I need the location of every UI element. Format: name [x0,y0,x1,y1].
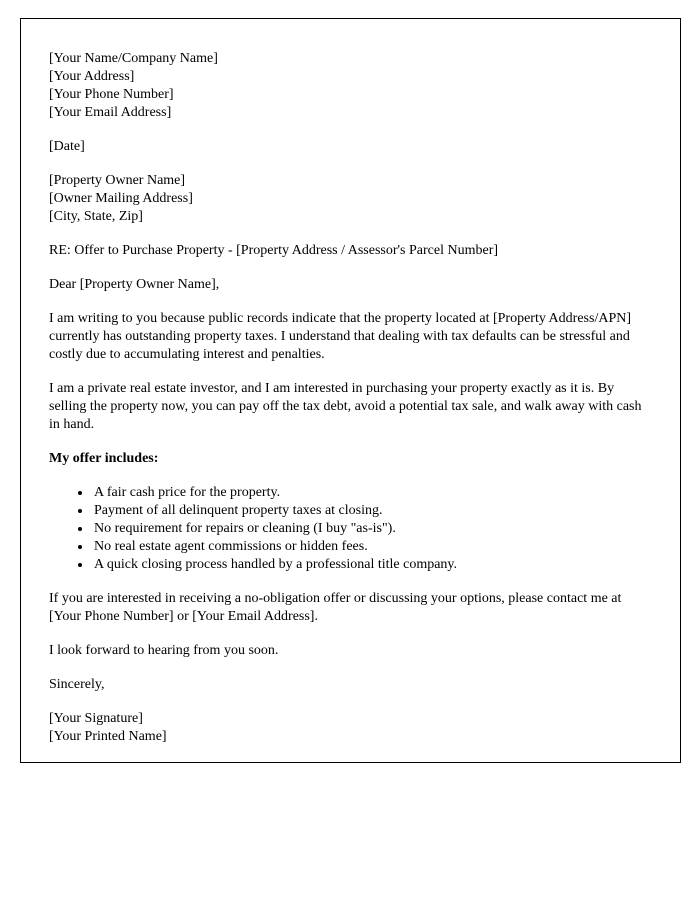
letter-frame [20,18,681,763]
recipient-line: [City, State, Zip] [49,209,143,224]
signature-line: [Your Printed Name] [49,729,167,744]
paragraph-1: I am writing to you because public records indicate that the property located at [Property Address/APN] currently has outstanding property taxes. I understand that dealing with tax defaults can be stressful and costly due to accumulating interest and penalties. [49,311,631,362]
date-line: [Date] [49,139,85,154]
subject-line: RE: Offer to Purchase Property - [Property Address / Assessor's Parcel Number] [49,243,499,258]
recipient-line: [Owner Mailing Address] [49,191,193,206]
recipient-block [49,172,652,226]
recipient-line: [Property Owner Name] [49,173,186,188]
offer-item: • No real estate agent commissions or hidden fees. [92,538,652,556]
sender-block [49,50,652,122]
offer-item: • A quick closing process handled by a professional title company. [92,556,652,574]
paragraph-2: I am a private real estate investor, and I am interested in purchasing your property exactly as it is. By selling the property now, you can pay off the tax debt, avoid a potential tax sale, and walk away with cash in hand. [49,381,642,432]
signature-block [49,710,652,746]
date-block [49,138,652,156]
salutation: Dear [Property Owner Name], [49,277,220,292]
paragraph-3: If you are interested in receiving a no-obligation offer or discussing your options, please contact me at [Your Phone Number] or [Your Email Address]. [49,591,622,624]
sender-line: [Your Address] [49,69,135,84]
offer-list [49,484,652,574]
offer-item: • Payment of all delinquent property taxes at closing. [92,502,652,520]
offer-heading: My offer includes: [49,451,159,466]
sender-line: [Your Email Address] [49,105,172,120]
closing: Sincerely, [49,677,105,692]
offer-item: • No requirement for repairs or cleaning (I buy "as-is"). [92,520,652,538]
offer-item: • A fair cash price for the property. [92,484,652,502]
signature-line: [Your Signature] [49,711,143,726]
sender-line: [Your Phone Number] [49,87,174,102]
sender-line: [Your Name/Company Name] [49,51,218,66]
paragraph-4: I look forward to hearing from you soon. [49,643,279,658]
